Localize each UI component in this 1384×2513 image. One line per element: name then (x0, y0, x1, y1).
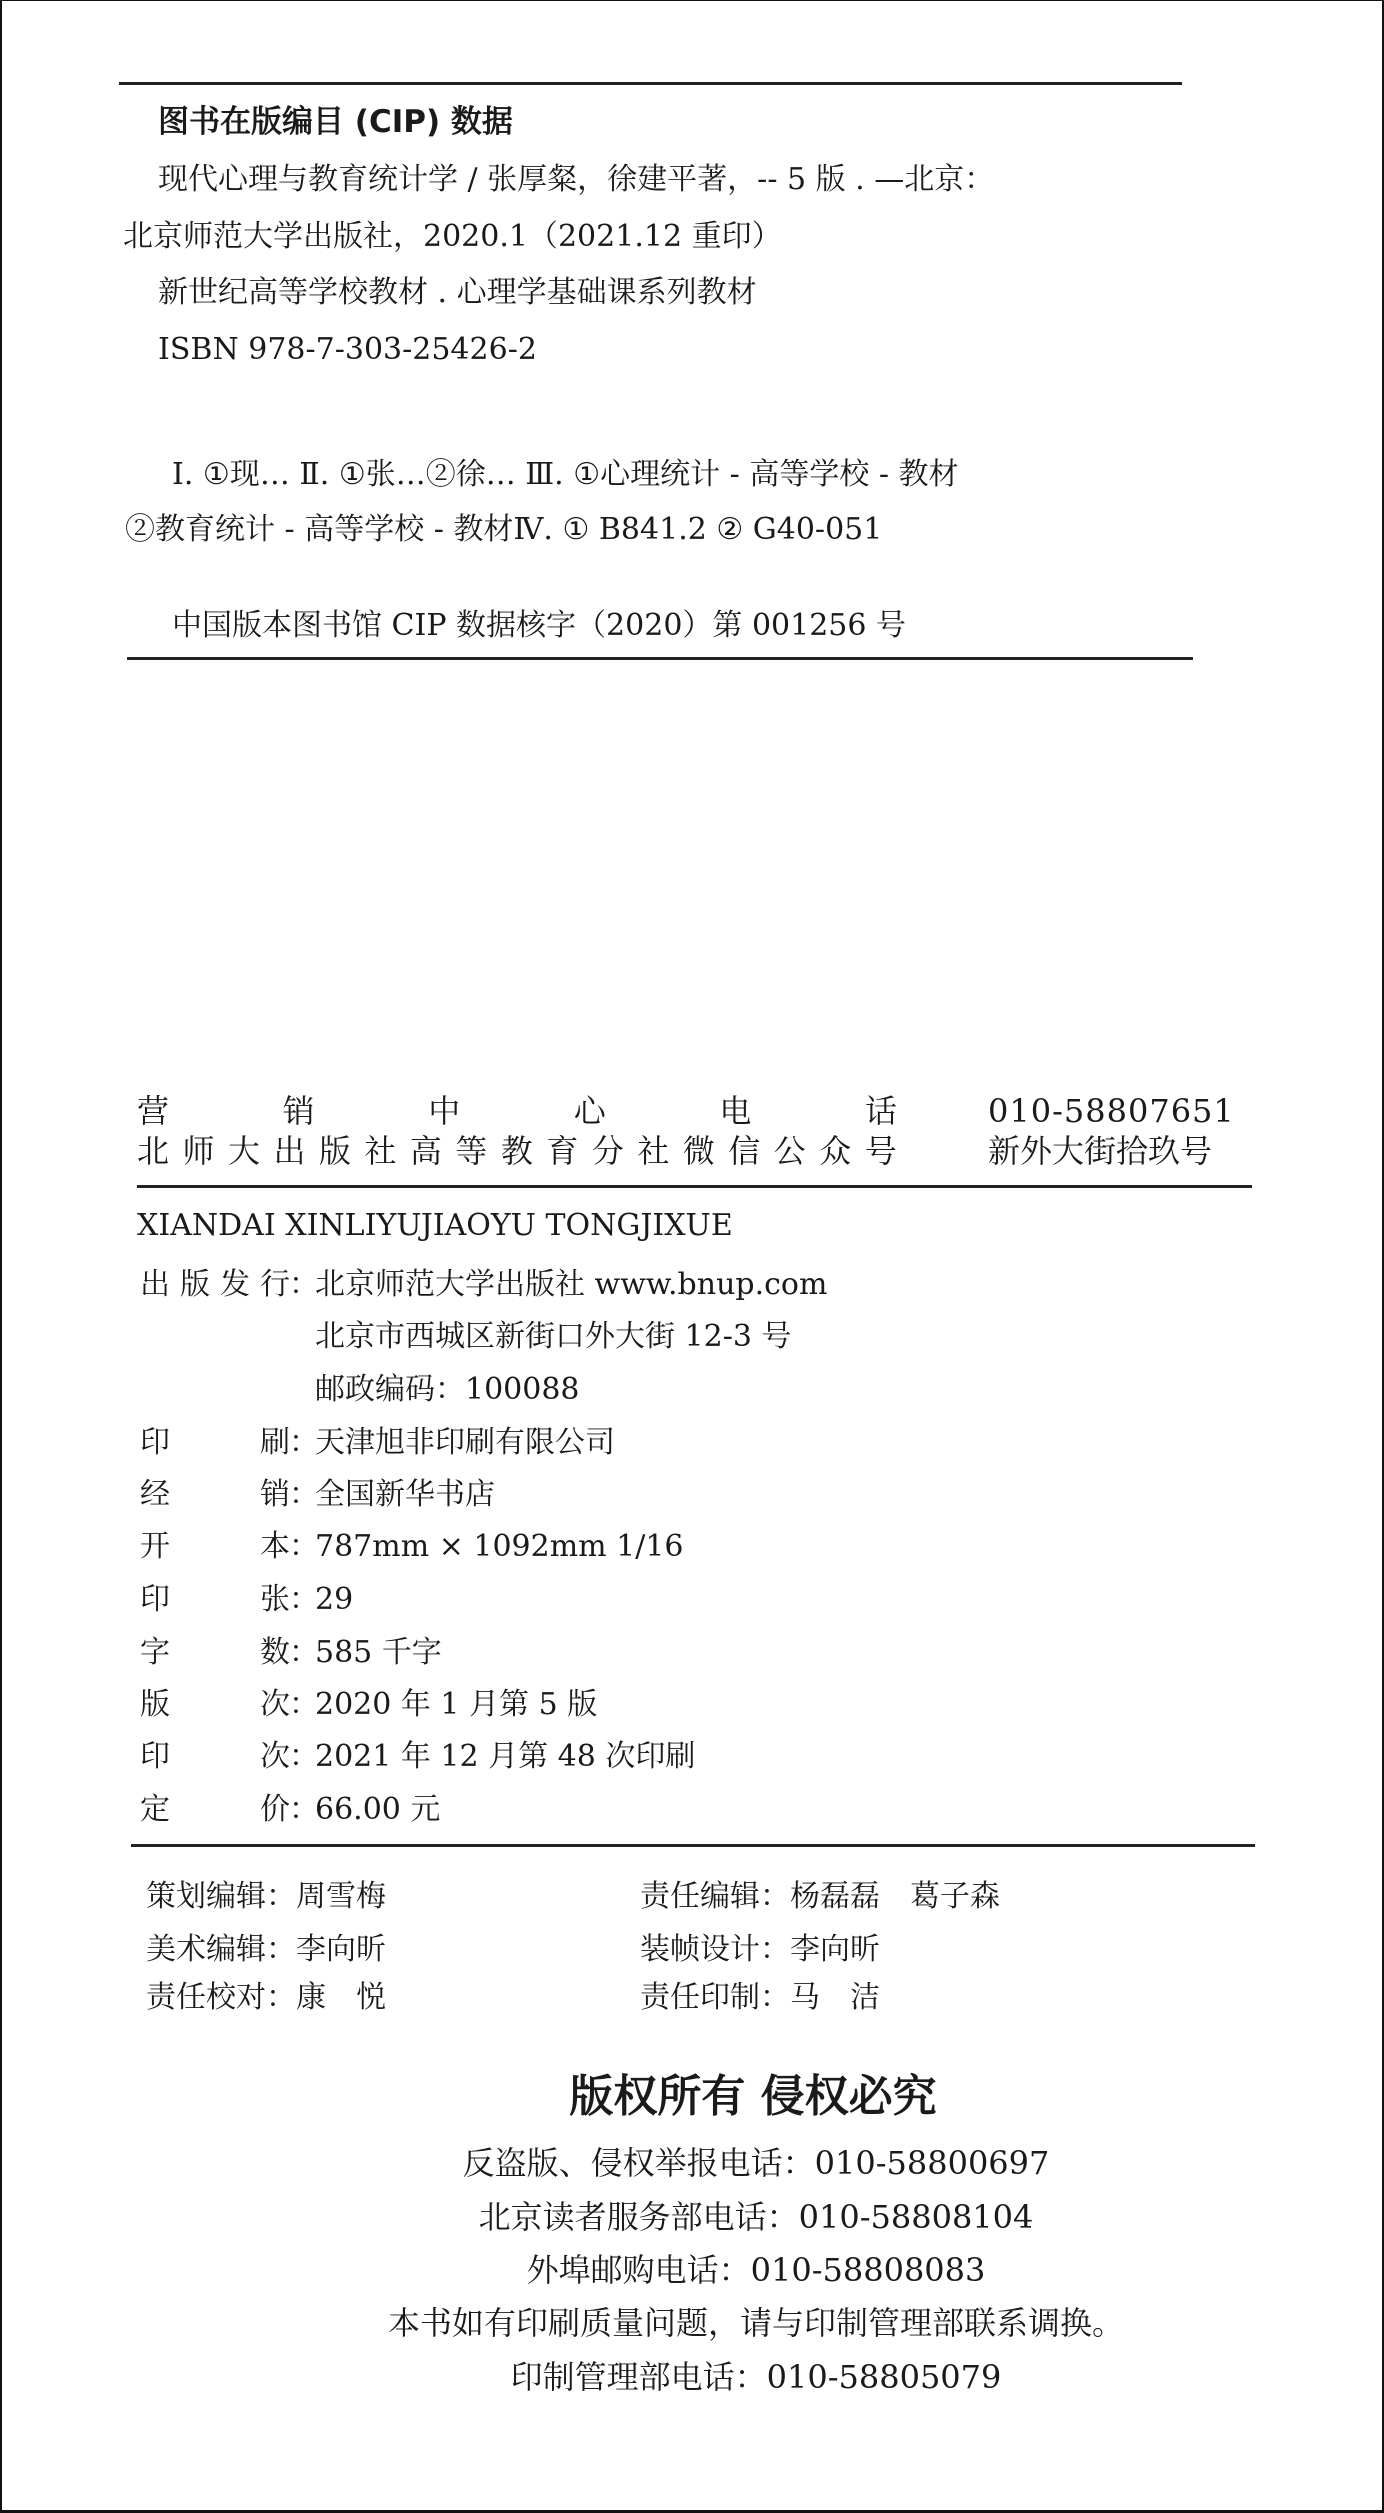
label-char: 微 (682, 1132, 715, 1170)
label-char: 话 (864, 1092, 897, 1130)
detail-colon: ： (289, 1529, 319, 1564)
detail-colon: ： (289, 1425, 319, 1460)
label-char: 数 (260, 1635, 290, 1670)
wechat-account-value: 新外大街拾玖号 (988, 1132, 1213, 1170)
cip-entry-line1: 现代心理与教育统计学 / 张厚粲，徐建平著，-- 5 版 . —北京： (158, 162, 995, 197)
editor-colon: ： (266, 1879, 296, 1914)
detail-label (140, 1635, 290, 1670)
label-char: 销 (282, 1092, 315, 1130)
detail-colon: ： (289, 1477, 319, 1512)
label-char: 教 (500, 1132, 533, 1170)
editor-planning (146, 1879, 386, 1914)
label-char: 张 (260, 1582, 290, 1617)
label-char: 次 (260, 1687, 290, 1722)
print-management-phone: 印制管理部电话：010-58805079 (510, 2358, 1002, 2396)
label-char: 心 (573, 1092, 606, 1130)
editor-name: 马 洁 (790, 1980, 880, 2015)
label-char: 发 (220, 1267, 250, 1302)
label-char: 信 (728, 1132, 761, 1170)
editor-role: 责任印制 (640, 1980, 760, 2015)
detail-label (140, 1582, 290, 1617)
detail-value-edition: 2020 年 1 月第 5 版 (315, 1687, 598, 1722)
editor-print-supervision (640, 1980, 880, 2015)
cip-bottom-rule (127, 657, 1193, 660)
cip-entry-line2: 北京师范大学出版社，2020.1（2021.12 重印） (123, 219, 782, 254)
pinyin-title: XIANDAI XINLIYUJIAOYU TONGJIXUE (137, 1208, 733, 1243)
detail-label (140, 1792, 290, 1827)
editor-name: 杨磊磊 葛子森 (790, 1879, 1000, 1914)
editor-colon: ： (760, 1932, 790, 1967)
detail-value-price: 66.00 元 (315, 1792, 441, 1827)
label-char: 号 (864, 1132, 897, 1170)
label-char: 销 (260, 1477, 290, 1512)
label-char: 字 (140, 1635, 170, 1670)
mail-order-phone: 外埠邮购电话：010-58808083 (526, 2251, 986, 2289)
reader-service-phone: 北京读者服务部电话：010-58808104 (478, 2198, 1034, 2236)
label-char: 等 (455, 1132, 488, 1170)
detail-value-address: 北京市西城区新街口外大街 12-3 号 (315, 1319, 792, 1354)
cip-isbn: ISBN 978-7-303-25426-2 (158, 332, 537, 367)
label-char: 社 (637, 1132, 670, 1170)
detail-label (140, 1477, 290, 1512)
detail-colon: ： (289, 1792, 319, 1827)
copyright-heading: 版权所有 侵权必究 (569, 2071, 937, 2122)
label-char: 刷 (260, 1425, 290, 1460)
label-char: 营 (137, 1092, 170, 1130)
label-char: 师 (182, 1132, 215, 1170)
label-char: 分 (591, 1132, 624, 1170)
label-char: 行 (260, 1267, 290, 1302)
label-char: 版 (318, 1132, 351, 1170)
detail-colon: ： (289, 1739, 319, 1774)
detail-colon: ： (289, 1582, 319, 1617)
detail-label (140, 1425, 290, 1460)
label-char: 高 (409, 1132, 442, 1170)
detail-label (140, 1267, 290, 1302)
editor-role: 装帧设计 (640, 1932, 760, 1967)
label-char: 中 (428, 1092, 461, 1130)
label-char: 印 (140, 1582, 170, 1617)
label-char: 版 (180, 1267, 210, 1302)
marketing-phone-value: 010-58807651 (988, 1092, 1235, 1130)
label-char: 本 (260, 1529, 290, 1564)
detail-label (140, 1739, 290, 1774)
cip-verification: 中国版本图书馆 CIP 数据核字（2020）第 001256 号 (172, 608, 907, 643)
cip-classification-line1: Ⅰ. ①现… Ⅱ. ①张…②徐… Ⅲ. ①心理统计 - 高等学校 - 教材 (172, 457, 959, 492)
label-char: 开 (140, 1529, 170, 1564)
details-rule (131, 1844, 1255, 1847)
cip-series: 新世纪高等学校教材 . 心理学基础课系列教材 (158, 275, 757, 310)
anti-piracy-phone: 反盗版、侵权举报电话：010-58800697 (462, 2144, 1050, 2182)
detail-value-printing: 2021 年 12 月第 48 次印刷 (315, 1739, 696, 1774)
label-char: 经 (140, 1477, 170, 1512)
wechat-account-label (137, 1132, 897, 1170)
editor-responsible (640, 1879, 1000, 1914)
label-char: 价 (260, 1792, 290, 1827)
print-quality-notice: 本书如有印刷质量问题，请与印制管理部联系调换。 (387, 2304, 1124, 2342)
marketing-center-label (137, 1092, 897, 1130)
detail-colon: ： (289, 1687, 319, 1722)
marketing-rule (137, 1185, 1252, 1188)
label-char: 众 (819, 1132, 852, 1170)
editor-name: 周雪梅 (296, 1879, 386, 1914)
label-char: 大 (227, 1132, 260, 1170)
marketing-row-phone (137, 1092, 1257, 1130)
editor-name: 李向昕 (296, 1932, 386, 1967)
detail-colon: ： (289, 1267, 319, 1302)
detail-label (140, 1687, 290, 1722)
detail-value-printer: 天津旭非印刷有限公司 (315, 1425, 615, 1460)
label-char: 印 (140, 1425, 170, 1460)
editor-name: 康 悦 (296, 1980, 386, 2015)
detail-value-word-count: 585 千字 (315, 1635, 442, 1670)
editor-colon: ： (760, 1980, 790, 2015)
label-char: 印 (140, 1739, 170, 1774)
editor-name: 李向昕 (790, 1932, 880, 1967)
cip-classification-line2: ②教育统计 - 高等学校 - 教材Ⅳ. ① B841.2 ② G40-051 (125, 512, 883, 547)
label-char: 出 (140, 1267, 170, 1302)
detail-colon: ： (289, 1635, 319, 1670)
detail-value-sheets: 29 (315, 1582, 354, 1617)
label-char: 出 (273, 1132, 306, 1170)
label-char: 社 (364, 1132, 397, 1170)
cip-top-rule (119, 82, 1182, 85)
label-char: 北 (137, 1132, 170, 1170)
editor-art (146, 1932, 386, 1967)
editor-colon: ： (266, 1980, 296, 2015)
editor-proofreading (146, 1980, 386, 2015)
editor-binding-design (640, 1932, 880, 1967)
editor-role: 责任校对 (146, 1980, 266, 2015)
label-char: 育 (546, 1132, 579, 1170)
detail-label (140, 1529, 290, 1564)
detail-value-publisher: 北京师范大学出版社 www.bnup.com (315, 1267, 828, 1302)
editor-role: 责任编辑 (640, 1879, 760, 1914)
detail-value-distributor: 全国新华书店 (315, 1477, 495, 1512)
detail-value-format: 787mm × 1092mm 1/16 (315, 1529, 684, 1564)
label-char: 次 (260, 1739, 290, 1774)
editor-colon: ： (760, 1879, 790, 1914)
label-char: 公 (773, 1132, 806, 1170)
marketing-row-wechat (137, 1132, 1257, 1170)
detail-value-postcode: 邮政编码：100088 (315, 1372, 580, 1407)
editor-role: 策划编辑 (146, 1879, 266, 1914)
label-char: 电 (719, 1092, 752, 1130)
cip-title: 图书在版编目 (CIP) 数据 (158, 104, 513, 140)
label-char: 版 (140, 1687, 170, 1722)
editor-role: 美术编辑 (146, 1932, 266, 1967)
editor-colon: ： (266, 1932, 296, 1967)
label-char: 定 (140, 1792, 170, 1827)
